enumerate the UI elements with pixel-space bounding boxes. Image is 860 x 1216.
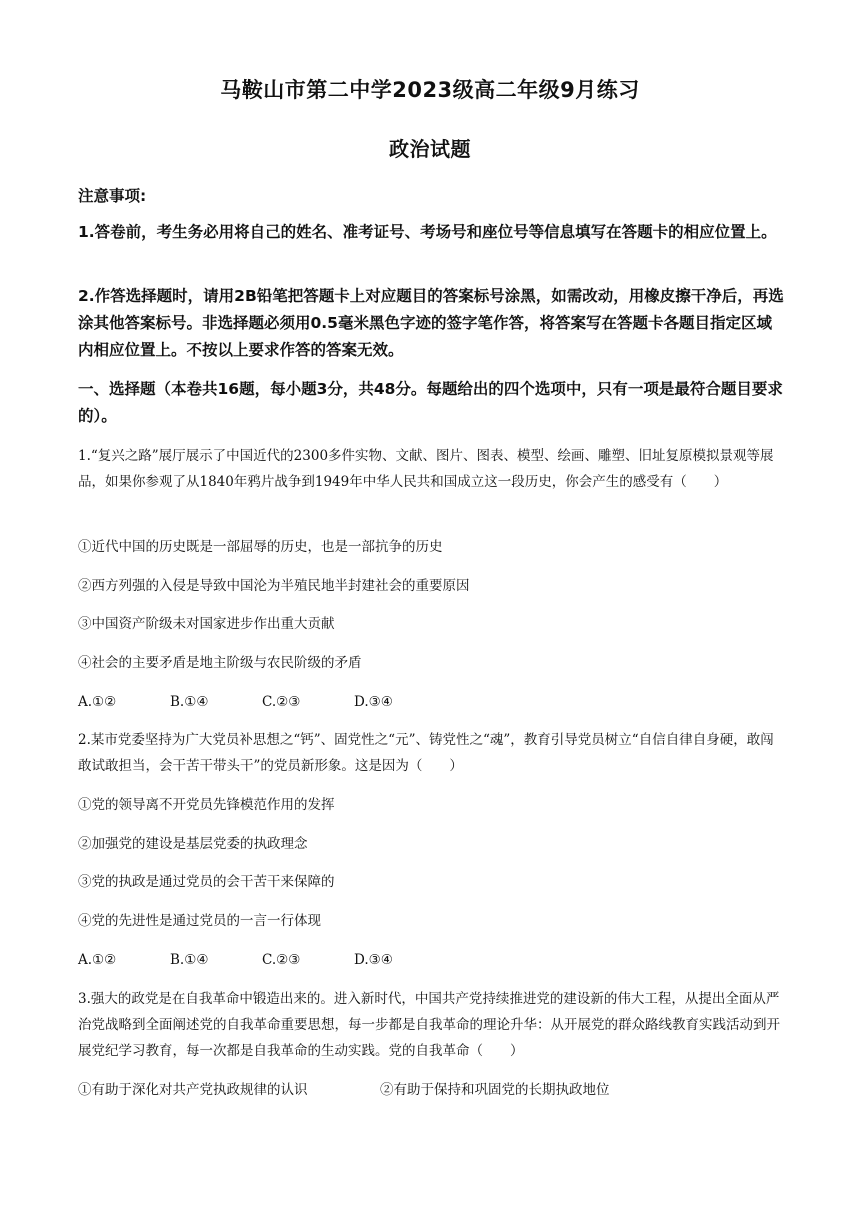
option-d: D.③④	[354, 952, 393, 968]
question-3-stem: 3.强大的政党是在自我革命中锻造出来的。进入新时代，中国共产党持续推进党的建设新的伟大工程，从提出全面从严治党战略到全面阐述党的自我革命重要思想，每一步都是自我革命的理论升华：从开展党的群众路线教育实践活动到开展党纪学习教育，每一次都是自我革命的生动实践。党的自我革命（ ）	[78, 991, 780, 1059]
option-b: B.①④	[170, 952, 209, 968]
question-2-statement-2: ②加强党的建设是基层党委的执政理念	[78, 836, 308, 852]
question-1-stem: 1.“复兴之路”展厅展示了中国近代的2300多件实物、文献、图片、图表、模型、绘画、雕塑、旧址复原模拟景观等展品，如果你参观了从1840年鸦片战争到1949年中华人民共和国成立这一段历史，你会产生的感受有（ ）	[78, 448, 774, 490]
question-1-statement-2: ②西方列强的入侵是导致中国沦为半殖民地半封建社会的重要原因	[78, 578, 470, 594]
option-a: A.①②	[78, 952, 117, 968]
question-1-statement-4: ④社会的主要矛盾是地主阶级与农民阶级的矛盾	[78, 655, 362, 671]
notice-item-2: 2.作答选择题时，请用2B铅笔把答题卡上对应题目的答案标号涂黑，如需改动，用橡皮擦干净后，再选涂其他答案标号。非选择题必须用0.5毫米黑色字迹的签字笔作答，将答案写在答题卡各题目指定区域内相应位置上。不按以上要求作答的答案无效。	[78, 287, 784, 359]
question-2-stem: 2.某市党委坚持为广大党员补思想之“钙”、固党性之“元”、铸党性之“魂”，教育引导党员树立“自信自律自身硬，敢闯敢试敢担当，会干苦干带头干”的党员新形象。这是因为（ ）	[78, 732, 774, 774]
notice-heading: 注意事项:	[78, 187, 147, 205]
question-3-statement-2: ②有助于保持和巩固党的长期执政地位	[380, 1082, 610, 1098]
question-1-statement-3: ③中国资产阶级未对国家进步作出重大贡献	[78, 616, 335, 632]
question-3-statement-1: ①有助于深化对共产党执政规律的认识	[78, 1082, 308, 1098]
exam-title: 马鞍山市第二中学2023级高二年级9月练习	[220, 78, 640, 102]
section-heading: 一、选择题（本卷共16题，每小题3分，共48分。每题给出的四个选项中，只有一项是最符合题目要求的）。	[78, 380, 783, 425]
question-3-statements	[78, 1077, 784, 1103]
option-d: D.③④	[354, 694, 393, 710]
option-c: C.②③	[262, 952, 301, 968]
question-2-statement-3: ③党的执政是通过党员的会干苦干来保障的	[78, 874, 335, 890]
question-2-options	[78, 947, 784, 973]
question-1-statement-1: ①近代中国的历史既是一部屈辱的历史，也是一部抗争的历史	[78, 539, 443, 555]
notice-item-1: 1.答卷前，考生务必用将自己的姓名、准考证号、考场号和座位号等信息填写在答题卡的相应位置上。	[78, 223, 777, 241]
option-b: B.①④	[170, 694, 209, 710]
exam-subtitle: 政治试题	[389, 137, 471, 161]
question-2-statement-4: ④党的先进性是通过党员的一言一行体现	[78, 913, 321, 929]
question-2-statement-1: ①党的领导离不开党员先锋模范作用的发挥	[78, 797, 335, 813]
question-1-options	[78, 689, 784, 715]
option-c: C.②③	[262, 694, 301, 710]
option-a: A.①②	[78, 694, 117, 710]
